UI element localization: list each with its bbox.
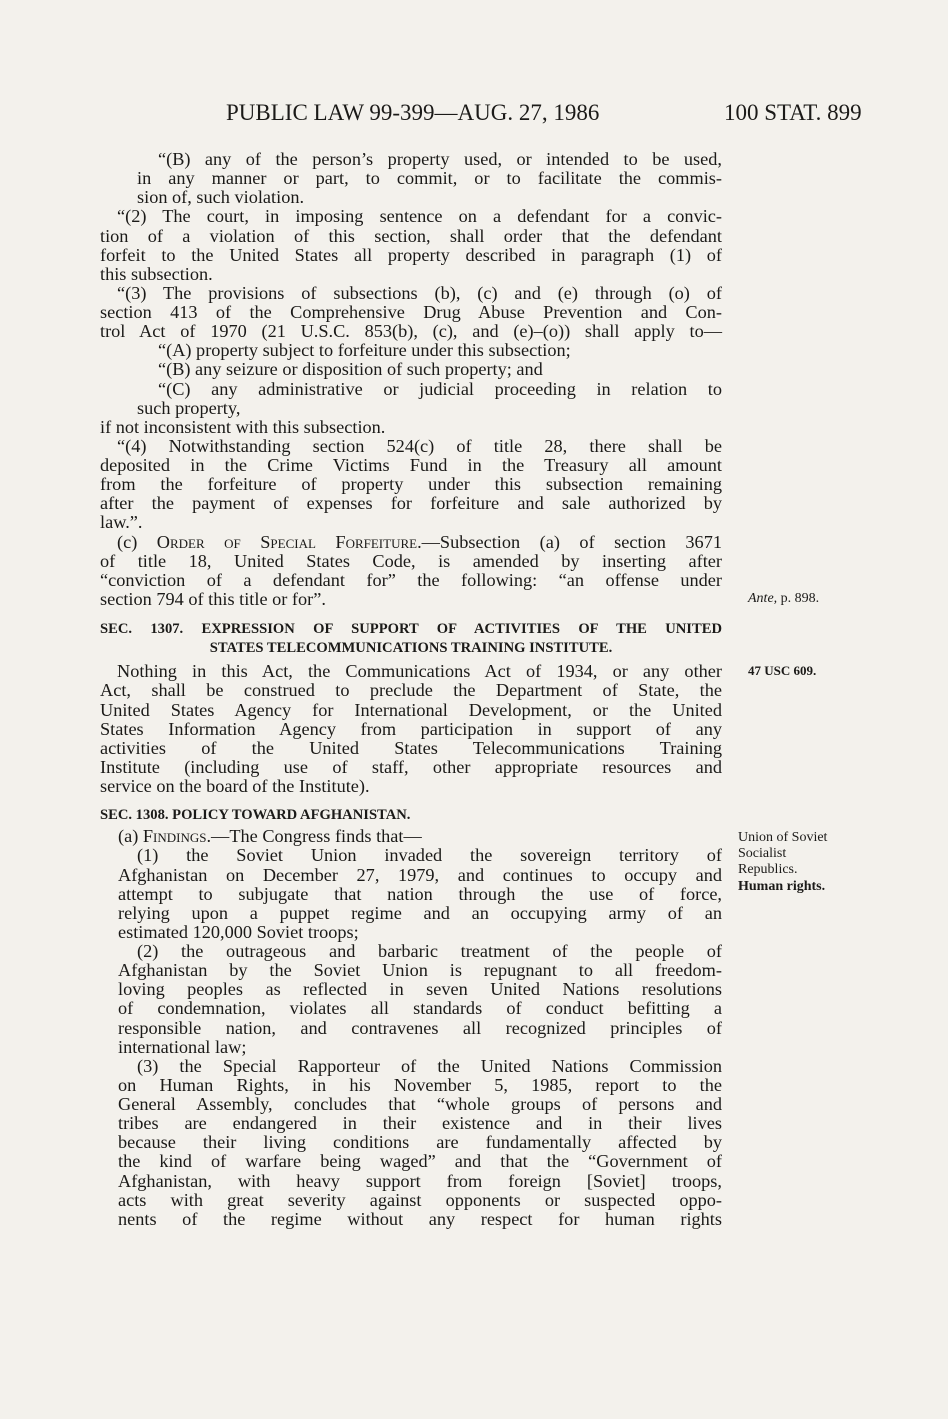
small-caps-heading: Findings <box>142 826 207 847</box>
text-line: of condemnation, violates all standards of conduct befitting a <box>118 998 722 1019</box>
text-line: “(C) any administrative or judicial proceeding in relation to <box>158 378 722 399</box>
text-line: because their living conditions are fundamentally affected by <box>118 1132 722 1153</box>
small-caps-heading: Order of Special Forfeiture <box>156 531 418 552</box>
text-line: forfeit to the United States all property described in paragraph (1) of <box>100 244 722 265</box>
text-line: Institute (including use of staff, other appropriate resources and <box>100 756 722 777</box>
margin-note-human-rights: Human rights. <box>738 879 826 894</box>
text-line: “(2) The court, in imposing sentence on a defendant for a convic- <box>117 206 722 227</box>
margin-note-ante-ref: p. 898. <box>777 591 820 606</box>
text-line: international law; <box>118 1036 247 1057</box>
text-line: Afghanistan, with heavy support from foreign [Soviet] troops, <box>118 1170 722 1191</box>
text-line: “(A) property subject to forfeiture under this subsection; <box>158 340 571 361</box>
text-line: after the payment of expenses for forfeiture and sale authorized by <box>100 493 722 514</box>
text-line: General Assembly, concludes that “whole groups of persons and <box>118 1094 722 1114</box>
text-segment: (a) <box>118 826 143 847</box>
text-line: “(B) any of the person’s property used, or intended to be used, <box>158 149 722 169</box>
text-line: service on the board of the Institute). <box>100 776 370 796</box>
body-text <box>100 150 722 1229</box>
section-heading-line: SEC. 1307. EXPRESSION OF SUPPORT OF ACTIVITIES OF THE UNITED <box>100 621 722 637</box>
text-line: “(B) any seizure or disposition of such property; and <box>158 359 543 380</box>
text-line: (3) the Special Rapporteur of the United Nations Commission <box>137 1055 722 1076</box>
text-line: attempt to subjugate that nation through the use of force, <box>118 883 722 904</box>
text-line: such property, <box>137 397 241 418</box>
text-line: from the forfeiture of property under this subsection remaining <box>100 474 722 495</box>
text-line: responsible nation, and contravenes all recognized principles of <box>118 1017 722 1038</box>
running-header-title: PUBLIC LAW 99-399—AUG. 27, 1986 <box>226 100 600 125</box>
text-line: if not inconsistent with this subsection. <box>100 416 386 437</box>
page-number: 100 STAT. 899 <box>724 100 862 125</box>
text-line: deposited in the Crime Victims Fund in the Treasury all amount <box>100 455 722 475</box>
text-line: “(3) The provisions of subsections (b), (c) and (e) through (o) of <box>117 282 722 303</box>
text-line: (2) the outrageous and barbaric treatment of the people of <box>137 941 722 961</box>
text-line: the kind of warfare being waged” and that the “Government of <box>118 1151 722 1172</box>
text-line <box>100 827 722 846</box>
text-line <box>100 533 722 552</box>
text-line: States Information Agency from participation in support of any <box>100 718 722 739</box>
text-line: sion of, such violation. <box>137 187 305 208</box>
text-line: this subsection. <box>100 263 213 284</box>
margin-note-ussr-3: Republics. <box>738 862 798 877</box>
margin-note-ante-italic: Ante, <box>748 591 778 606</box>
section-heading-line: SEC. 1308. POLICY TOWARD AFGHANISTAN. <box>100 807 411 824</box>
text-line: trol Act of 1970 (21 U.S.C. 853(b), (c), and (e)–(o)) shall apply to— <box>100 321 722 342</box>
text-line: Afghanistan on December 27, 1979, and continues to occupy and <box>118 864 722 885</box>
text-line: nents of the regime without any respect for human rights <box>118 1208 722 1229</box>
text-segment: .—The Congress finds that— <box>206 826 422 847</box>
text-line: relying upon a puppet regime and an occupying army of an <box>118 902 722 923</box>
text-line: section 794 of this title or for”. <box>100 588 326 609</box>
text-line: on Human Rights, in his November 5, 1985, report to the <box>118 1074 722 1095</box>
margin-note-ussr-1: Union of Soviet <box>738 830 828 845</box>
text-line: section 413 of the Comprehensive Drug Abuse Prevention and Con- <box>100 302 722 322</box>
text-segment: .—Subsection (a) of section 3671 <box>417 531 722 552</box>
text-segment: (c) <box>117 531 157 552</box>
text-line: Afghanistan by the Soviet Union is repugnant to all freedom- <box>118 960 722 981</box>
text-line: “conviction of a defendant for” the following: “an offense under <box>100 569 722 590</box>
text-line: Nothing in this Act, the Communications Act of 1934, or any other <box>117 661 722 682</box>
text-line: estimated 120,000 Soviet troops; <box>118 921 359 942</box>
margin-note-usc: 47 USC 609. <box>748 663 817 678</box>
text-line: “(4) Notwithstanding section 524(c) of title 28, there shall be <box>117 435 722 456</box>
text-line: of title 18, United States Code, is amended by inserting after <box>100 550 722 571</box>
margin-note-ante <box>748 591 819 607</box>
section-heading-line: STATES TELECOMMUNICATIONS TRAINING INSTITUTE. <box>209 640 613 657</box>
text-line: activities of the United States Telecommunications Training <box>100 737 722 758</box>
text-line: Act, shall be construed to preclude the Department of State, the <box>100 680 722 701</box>
text-line: (1) the Soviet Union invaded the sovereign territory of <box>137 845 722 866</box>
text-line: law.”. <box>100 512 143 533</box>
text-line: loving peoples as reflected in seven United Nations resolutions <box>118 979 722 1000</box>
margin-note-ussr-2: Socialist <box>738 846 787 861</box>
text-line: tribes are endangered in their existence and in their lives <box>118 1113 722 1134</box>
text-line: tion of a violation of this section, shall order that the defendant <box>100 225 722 246</box>
text-line: United States Agency for International Development, or the United <box>100 699 722 720</box>
text-line: acts with great severity against opponents or suspected oppo- <box>118 1189 722 1210</box>
text-line: in any manner or part, to commit, or to facilitate the commis- <box>137 168 722 189</box>
